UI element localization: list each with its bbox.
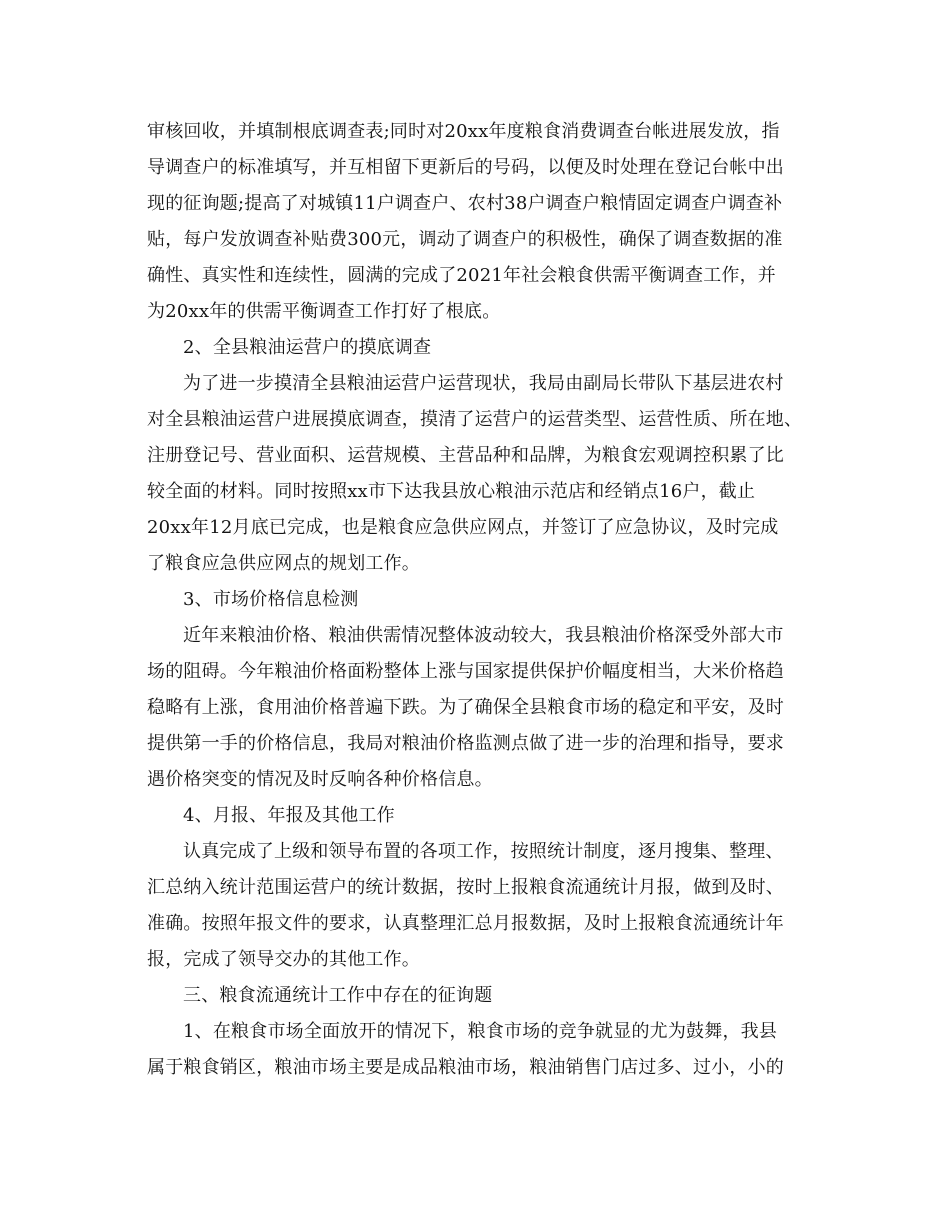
section-heading: 三、粮食流通统计工作中存在的征询题	[183, 985, 493, 1006]
text-line: 注册登记号、营业面积、运营规模、主营品种和品牌，为粮食宏观调控积累了比	[147, 445, 784, 466]
text-line: 提供第一手的价格信息，我局对粮油价格监测点做了进一步的治理和指导，要求	[147, 733, 784, 754]
text-line: 认真完成了上级和领导布置的各项工作，按照统计制度，逐月搜集、整理、	[183, 841, 784, 862]
text-line: 了粮食应急供应网点的规划工作。	[147, 553, 420, 574]
text-line: 20xx年12月底已完成，也是粮食应急供应网点，并签订了应急协议，及时完成	[147, 517, 779, 538]
text-line: 对全县粮油运营户进展摸底调查，摸清了运营户的运营类型、运营性质、所在地、	[147, 409, 803, 430]
text-line: 汇总纳入统计范围运营户的统计数据，按时上报粮食流通统计月报，做到及时、	[147, 877, 784, 898]
text-line: 较全面的材料。同时按照xx市下达我县放心粮油示范店和经销点16户，截止	[147, 481, 756, 502]
section-heading: 2、全县粮油运营户的摸底调查	[183, 337, 432, 358]
section-heading: 3、市场价格信息检测	[183, 589, 359, 610]
text-line: 报，完成了领导交办的其他工作。	[147, 949, 420, 970]
text-line: 属于粮食销区，粮油市场主要是成品粮油市场，粮油销售门店过多、过小，小的	[147, 1057, 784, 1078]
text-line: 稳略有上涨，食用油价格普遍下跌。为了确保全县粮食市场的稳定和平安，及时	[147, 697, 784, 718]
text-line: 1、在粮食市场全面放开的情况下，粮食市场的竞争就显的尤为鼓舞，我县	[183, 1021, 778, 1042]
text-line: 为20xx年的供需平衡调查工作打好了根底。	[147, 301, 501, 322]
text-line: 现的征询题;提高了对城镇11户调查户、农村38户调查户粮情固定调查户调查补	[147, 193, 783, 214]
text-line: 审核回收，并填制根底调查表;同时对20xx年度粮食消费调查台帐进展发放，指	[147, 121, 780, 142]
text-line: 导调查户的标准填写，并互相留下更新后的号码，以便及时处理在登记台帐中出	[147, 157, 784, 178]
text-line: 为了进一步摸清全县粮油运营户运营现状，我局由副局长带队下基层进农村	[183, 373, 784, 394]
text-line: 贴，每户发放调查补贴费300元，调动了调查户的积极性，确保了调查数据的准	[147, 229, 783, 250]
text-line: 确性、真实性和连续性，圆满的完成了2021年社会粮食供需平衡调查工作，并	[147, 265, 777, 286]
text-line: 遇价格突变的情况及时反响各种价格信息。	[147, 769, 493, 790]
section-heading: 4、月报、年报及其他工作	[183, 805, 395, 826]
text-line: 准确。按照年报文件的要求，认真整理汇总月报数据，及时上报粮食流通统计年	[147, 913, 784, 934]
text-line: 近年来粮油价格、粮油供需情况整体波动较大，我县粮油价格深受外部大市	[183, 625, 784, 646]
text-line: 场的阻碍。今年粮油价格面粉整体上涨与国家提供保护价幅度相当，大米价格趋	[147, 661, 784, 682]
